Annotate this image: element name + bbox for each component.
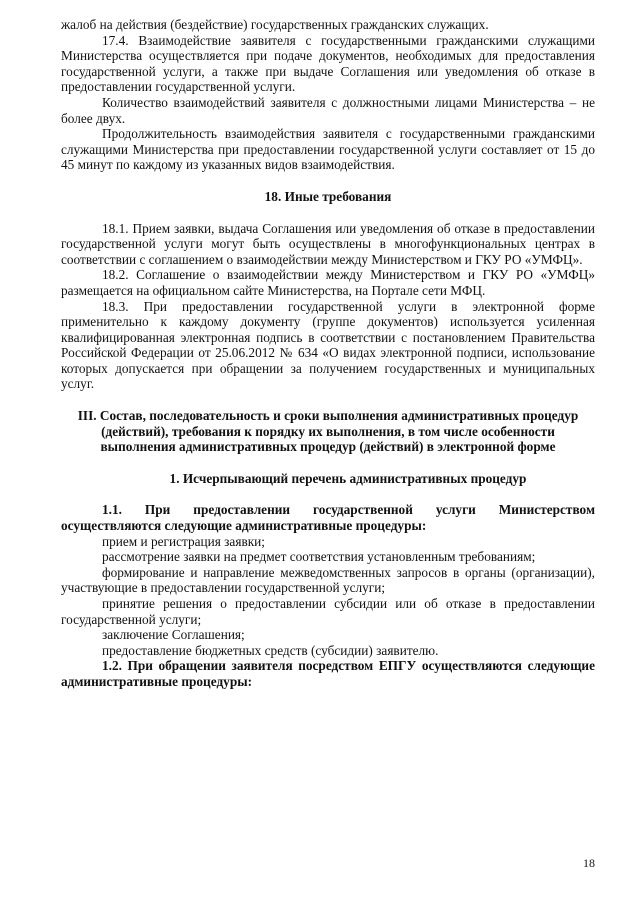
paragraph-interaction-duration: Продолжительность взаимодействия заявителя с государственными гражданскими служащими Министерства при предоставлении государственной услуги составляет от 15 до 45 минут по каждому из указанных видов взаимодействия.	[61, 126, 595, 173]
paragraph-1-1: 1.1. При предоставлении государственной услуги Министерством осуществляются следующие административные процедуры:	[61, 502, 595, 534]
page-number: 18	[583, 856, 595, 870]
paragraph-continuation: жалоб на действия (бездействие) государственных гражданских служащих.	[61, 17, 489, 32]
list-item-2: рассмотрение заявки на предмет соответствия установленным требованиям;	[102, 549, 536, 565]
heading-section-III: III. Состав, последовательность и сроки выполнения административных процедур (действий), требования к порядку их выполнения, в том числе особенности выполнения административных процедур (действий) в электронной форме	[77, 408, 579, 455]
paragraph-1-2: 1.2. При обращении заявителя посредством ЕПГУ осуществляются следующие административные процедуры:	[61, 658, 595, 689]
paragraph-17-4: 17.4. Взаимодействие заявителя с государственными гражданскими служащими Министерства осуществляется при подаче документов, необходимых для предоставления государственной услуги, а также при выдаче Соглашения или уведомления об отказе в предоставлении государственной услуги.	[61, 32, 595, 95]
paragraph-18-3: 18.3. При предоставлении государственной услуги в электронной форме применительно к каждому документу (группе документов) используется усиленная квалифицированная электронная подпись в соответствии с постановлением Правительства Российской Федерации от 25.06.2012 № 634 «О видах электронной подписи, использование которых допускается при обращении за получением государственных и муниципальных услуг.	[61, 298, 595, 392]
document-body	[61, 17, 595, 690]
heading-18: 18. Иные требования	[264, 188, 392, 204]
list-item-4: принятие решения о предоставлении субсидии или об отказе в предоставлении государственной услуги;	[61, 596, 595, 627]
list-item-3: формирование и направление межведомственных запросов в органы (организации), участвующие в предоставлении государственной услуги;	[61, 564, 595, 596]
paragraph-18-1: 18.1. Прием заявки, выдача Соглашения или уведомления об отказе в предоставлении государственной услуги могут быть осуществлены в многофункциональных центрах в соответствии с соглашением о взаимодействии между Министерством и ГКУ РО «УМФЦ».	[61, 220, 595, 267]
list-item-1: прием и регистрация заявки;	[102, 533, 265, 549]
paragraph-interaction-count: Количество взаимодействий заявителя с должностными лицами Министерства – не более двух.	[61, 94, 595, 126]
paragraph-18-2: 18.2. Соглашение о взаимодействии между Министерством и ГКУ РО «УМФЦ» размещается на официальном сайте Министерства, на Портале сети МФЦ.	[61, 267, 595, 298]
list-item-5: заключение Соглашения;	[102, 627, 245, 643]
heading-1: 1. Исчерпывающий перечень административных процедур	[169, 470, 527, 486]
list-item-6: предоставление бюджетных средств (субсидии) заявителю.	[102, 642, 439, 658]
